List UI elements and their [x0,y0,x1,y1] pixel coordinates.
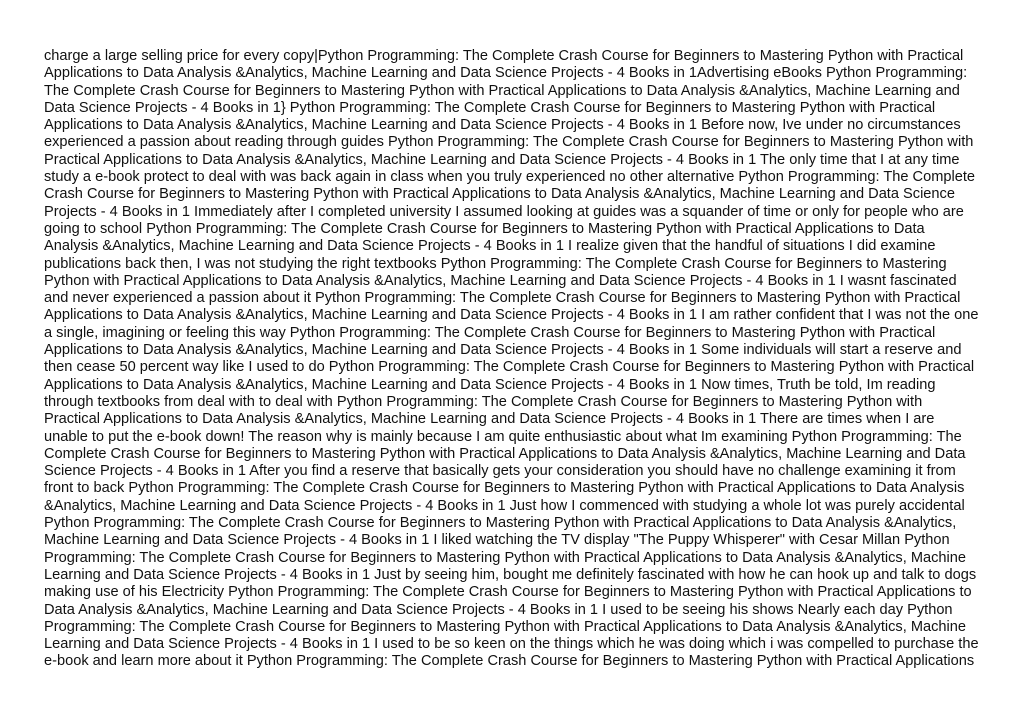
body-text: charge a large selling price for every copy|Python Programming: The Complete Crash Course for Beginners to Mastering Python with Practical Applications to Data Analysis &Analytics, Machine Learning and Data Science Projects - 4 Books in 1Advertising eBooks Python Programming: The Complete Crash Course for Beginners to Mastering Python with Practical Applications to Data Analysis &Analytics, Machine Learning and Data Science Projects - 4 Books in 1} Python Programming: The Complete Crash Course for Beginners to Mastering Python with Practical Applications to Data Analysis &Analytics, Machine Learning and Data Science Projects - 4 Books in 1 Before now, Ive under no circumstances experienced a passion about reading through guides Python Programming: The Complete Crash Course for Beginners to Mastering Python with Practical Applications to Data Analysis &Analytics, Machine Learning and Data Science Projects - 4 Books in 1 The only time that I at any time study a e-book protect to deal with was back again in class when you truly experienced no other alternative Python Programming: The Complete Crash Course for Beginners to Mastering Python with Practical Applications to Data Analysis &Analytics, Machine Learning and Data Science Projects - 4 Books in 1 Immediately after I completed university I assumed looking at guides was a squander of time or only for people who are going to school Python Programming: The Complete Crash Course for Beginners to Mastering Python with Practical Applications to Data Analysis &Analytics, Machine Learning and Data Science Projects - 4 Books in 1 I realize given that the handful of situations I did examine publications back then, I was not studying the right textbooks Python Programming: The Complete Crash Course for Beginners to Mastering Python with Practical Applications to Data Analysis &Analytics, Machine Learning and Data Science Projects - 4 Books in 1 I wasnt fascinated and never experienced a passion about it Python Programming: The Complete Crash Course for Beginners to Mastering Python with Practical Applications to Data Analysis &Analytics, Machine Learning and Data Science Projects - 4 Books in 1 I am rather confident that I was not the one a single, imagining or feeling this way Python Programming: The Complete Crash Course for Beginners to Mastering Python with Practical Applications to Data Analysis &Analytics, Machine Learning and Data Science Projects - 4 Books in 1 Some individuals will start a reserve and then cease 50 percent way like I used to do Python Programming: The Complete Crash Course for Beginners to Mastering Python with Practical Applications to Data Analysis &Analytics, Machine Learning and Data Science Projects - 4 Books in 1 Now times, Truth be told, Im reading through textbooks from deal with to deal with Python Programming: The Complete Crash Course for Beginners to Mastering Python with Practical Applications to Data Analysis &Analytics, Machine Learning and Data Science Projects - 4 Books in 1 There are times when I are unable to put the e-book down! The reason why is mainly because I am quite enthusiastic about what Im examining Python Programming: The Complete Crash Course for Beginners to Mastering Python with Practical Applications to Data Analysis &Analytics, Machine Learning and Data Science Projects - 4 Books in 1 After you find a reserve that basically gets your consideration you should have no challenge examining it from front to back Python Programming: The Complete Crash Course for Beginners to Mastering Python with Practical Applications to Data Analysis &Analytics, Machine Learning and Data Science Projects - 4 Books in 1 Just how I commenced with studying a whole lot was purely accidental Python Programming: The Complete Crash Course for Beginners to Mastering Python with Practical Applications to Data Analysis &Analytics, Machine Learning and Data Science Projects - 4 Books in 1 I liked watching the TV display "The Puppy Whisperer" with Cesar Millan Python Programming: The Complete Crash Course for Beginners to Mastering Python with Practical Applications to Data Analysis &Analytics, Machine Learning and Data Science Projects - 4 Books in 1 Just by seeing him, bought me definitely fascinated with how he can hook up and talk to dogs making use of his Electricity Python Programming: The Complete Crash Course for Beginners to Mastering Python with Practical Applications to Data Analysis &Analytics, Machine Learning and Data Science Projects - 4 Books in 1 I used to be seeing his shows Nearly each day Python Programming: The Complete Crash Course for Beginners to Mastering Python with Practical Applications to Data Analysis &Analytics, Machine Learning and Data Science Projects - 4 Books in 1 I used to be so keen on the things which he was doing which i was compelled to purchase the e-book and learn more about it Python Programming: The Complete Crash Course for Beginners to Mastering Python with Practical Applications [44,48,979,670]
